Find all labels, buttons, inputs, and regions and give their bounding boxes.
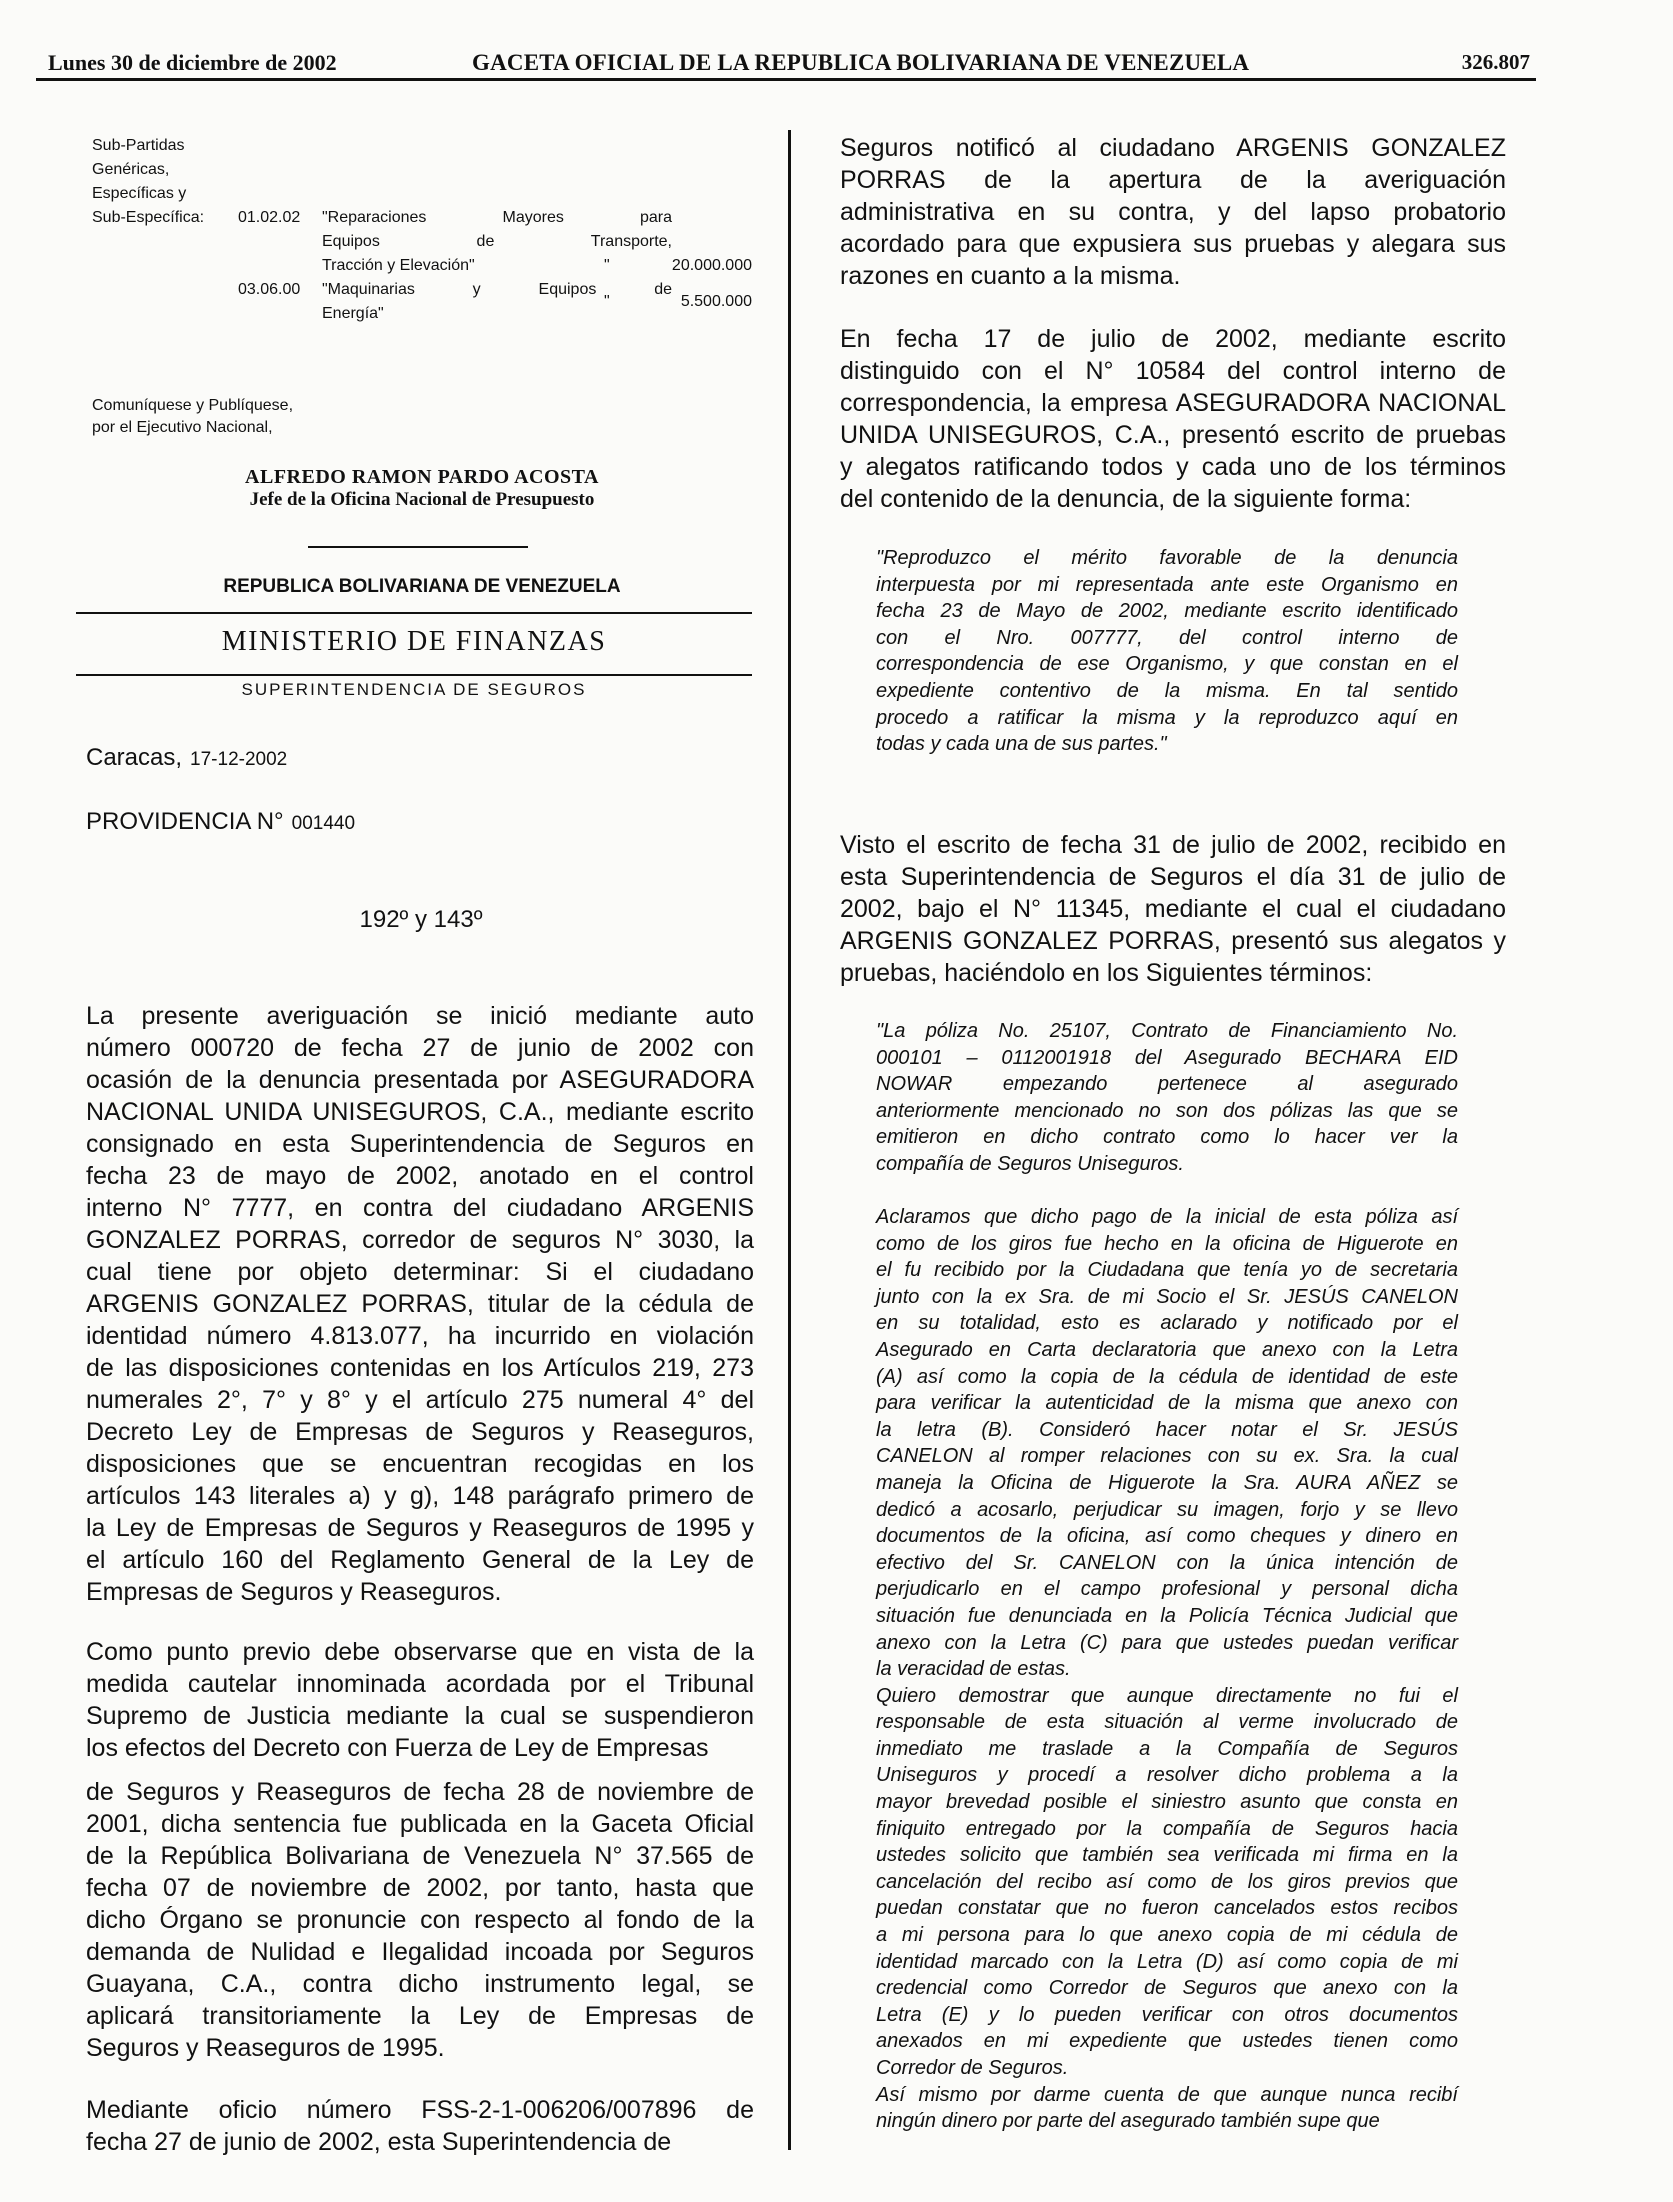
text-line: puedan constatar que no fueron cancelados estos recibos [876,1897,1458,1920]
text-line: fecha 07 de noviembre de 2002, por tanto, hasta que [86,1874,754,1902]
text-line: Aclaramos que dicho pago de la inicial de esta póliza así [876,1206,1458,1228]
heading-rule [76,674,752,676]
text-line: Decreto Ley de Empresas de Seguros y Reaseguros, [86,1418,754,1446]
text-line: maneja la Oficina de Higuerote la Sra. AURA AÑEZ se [876,1471,1458,1494]
budget-desc-line: Energía" [322,305,384,322]
signer-name: ALFREDO RAMON PARDO ACOSTA [245,466,599,488]
text-line: los efectos del Decreto con Fuerza de Ley de Empresas [86,1734,709,1762]
text-line: el artículo 160 del Reglamento General de la Ley de [86,1546,754,1574]
text-line: Mediante oficio número FSS-2-1-006206/007896 de [86,2096,754,2124]
text-line: ningún dinero por parte del asegurado también supe que [876,2110,1380,2133]
text-line: expediente contentivo de la misma. En tal sentido [876,679,1458,702]
superintendencia-heading: SUPERINTENDENCIA DE SEGUROS [241,680,587,699]
text-line: dedicó a acosarlo, perjudicar su imagen, forjo y se llevo [876,1498,1458,1521]
text-line: Letra (E) y lo pueden verificar con otros documentos [876,2003,1458,2026]
text-line: consignado en esta Superintendencia de Seguros en [86,1130,754,1158]
text-line: administrativa en su contra, y del lapso probatorio [840,198,1506,226]
text-line: Supremo de Justicia mediante la cual se suspendieron [86,1702,754,1730]
text-line: Como punto previo debe observarse que en vista de la [86,1638,754,1666]
text-line: Corredor de Seguros. [876,2057,1069,2079]
paragraph [86,2094,754,2158]
budget-label [92,134,232,230]
budget-desc-line: "Reparaciones Mayores para [322,209,672,226]
text-line: el fu recibido por la Ciudadana que tenía yo de secretaria [876,1259,1458,1282]
quoted-text [876,1018,1458,1178]
text-line: emitieron en dicho contrato como lo hacer ver la [876,1126,1458,1149]
text-line: medida cautelar innominada acordada por el Tribunal [86,1670,754,1698]
text-line: cual tiene por objeto determinar: Si el ciudadano [86,1258,754,1286]
text-line: Guayana, C.A., contra dicho instrumento legal, se [86,1970,754,1998]
ditto-mark: " [604,257,610,274]
text-line: dicho Órgano se pronuncie con respecto al fondo de la [86,1906,754,1934]
text-line: de Seguros y Reaseguros de fecha 28 de noviembre de [86,1778,754,1806]
page-number: 326.807 [1461,50,1530,74]
paragraph [86,1776,754,2064]
quoted-text [876,545,1458,758]
paragraph [840,829,1506,989]
text-line: número 000720 de fecha 27 de junio de 2002 con [86,1034,754,1062]
text-line: NOWAR empezando pertenece al asegurado [876,1073,1458,1096]
document-date: 17-12-2002 [190,749,288,770]
paragraph [86,1000,754,1608]
place-date [86,744,287,772]
text-line: "Reproduzco el mérito favorable de la denuncia [876,547,1458,569]
text-line: fecha 27 de junio de 2002, esta Superintendencia de [86,2128,672,2156]
text-line: ARGENIS GONZALEZ PORRAS, presentó sus alegatos y [840,927,1506,955]
text-line: responsable de esta situación al verme involucrado de [876,1711,1458,1734]
text-line: perjudicarlo en el campo profesional y personal dicha [876,1578,1458,1601]
text-line: anteriormente mencionado no son dos pólizas las que se [876,1099,1458,1122]
text-line: ocasión de la denuncia presentada por ASEGURADORA [86,1066,754,1094]
budget-code: 01.02.02 [238,209,301,226]
years-line: 192º y 143º [359,906,483,933]
budget-amount: 20.000.000 [671,257,752,274]
text-line: correspondencia de ese Organismo, y que constan en el [876,653,1458,676]
paragraph [840,323,1506,515]
text-line: identidad número 4.813.077, ha incurrido en violación [86,1322,754,1350]
text-line: disposiciones que se encuentran recogidas en los [86,1450,754,1478]
text-line: interpuesta por mi representada ante este Organismo en [876,573,1458,596]
providencia-label: PROVIDENCIA N° [86,808,284,835]
text-line: en su totalidad, esto es aclarado y notificado por el [876,1312,1458,1335]
ministry-heading: MINISTERIO DE FINANZAS [221,626,607,657]
text-line: todas y cada una de sus partes." [876,733,1167,756]
text-line: (A) así como la copia de la cédula de identidad de este [876,1365,1458,1388]
text-line: del contenido de la denuncia, de la siguiente forma: [840,485,1412,513]
text-line: En fecha 17 de julio de 2002, mediante escrito [840,325,1506,353]
budget-label-line: Sub-Específica: [92,209,205,226]
column-divider [788,130,791,2150]
city-name: Caracas, [86,744,183,771]
text-line: fecha 23 de mayo de 2002, anotado en el control [86,1162,754,1190]
text-line: 2002, bajo el N° 11345, mediante el cual el ciudadano [840,895,1506,923]
text-line: y alegatos ratificando todos y cada uno de los términos [840,453,1506,481]
text-line: Así mismo por darme cuenta de que aunque nunca recibí [876,2083,1458,2106]
text-line: identidad marcado con la Letra (D) así como copia de mi [876,1950,1458,1973]
text-line: razones en cuanto a la misma. [840,262,1181,290]
text-line: de la República Bolivariana de Venezuela N° 37.565 de [86,1842,754,1870]
text-line: ustedes solicito que también sea verificada mi firma en la [876,1844,1458,1867]
closing-line: Comuníquese y Publíquese, [92,397,294,414]
text-line: NACIONAL UNIDA UNISEGUROS, C.A., mediante escrito [86,1098,754,1126]
closing-line: por el Ejecutivo Nacional, [92,419,273,436]
text-line: distinguido con el N° 10584 del control interno de [840,357,1506,385]
signature-block [92,466,752,511]
heading-rule [76,612,752,614]
text-line: documentos de la oficina, así como cheques y dinero en [876,1525,1458,1548]
budget-label-line: Sub-Partidas [92,137,185,154]
budget-table [92,134,752,334]
text-line: acordado para que expusiera sus pruebas y alegara sus [840,230,1506,258]
text-line: anexados en mi expediente que ustedes tienen como [876,2030,1458,2053]
budget-desc-line: "Maquinarias y Equipos de [322,281,672,298]
paragraph [86,1636,754,1764]
text-line: anexo con la Letra (C) para que ustedes puedan verificar [876,1631,1458,1654]
budget-desc-line: Equipos de Transporte, [322,233,672,250]
text-line: con el Nro. 007777, del control interno de [876,626,1458,649]
text-line: La presente averiguación se inició mediante auto [86,1002,754,1030]
text-line: a mi persona para lo que anexo copia de mi cédula de [876,1924,1458,1947]
text-line: ARGENIS GONZALEZ PORRAS, titular de la cédula de [86,1290,754,1318]
text-line: la letra (B). Consideró hacer notar el Sr. JESÚS [876,1418,1458,1441]
text-line: pruebas, haciéndolo en los Siguientes términos: [840,959,1373,987]
text-line: 2001, dicha sentencia fue publicada en la Gaceta Oficial [86,1810,754,1838]
text-line: de las disposiciones contenidas en los Artículos 219, 273 [86,1354,754,1382]
text-line: Uniseguros y procedí a resolver dicho problema a la [876,1764,1458,1787]
signer-role: Jefe de la Oficina Nacional de Presupuesto [249,489,595,510]
text-line: procedo a ratificar la misma y la reproduzco aquí en [876,706,1458,729]
republic-heading: REPUBLICA BOLIVARIANA DE VENEZUELA [223,576,621,597]
separator-line [308,546,528,548]
text-line: junto con la ex Sra. de mi Socio el Sr. JESÚS CANELON [876,1285,1458,1308]
text-line: inmediato me traslade a la Compañía de Seguros [876,1737,1458,1760]
text-line: demanda de Nulidad e Ilegalidad incoada por Seguros [86,1938,754,1966]
text-line: Visto el escrito de fecha 31 de julio de 2002, recibido en [840,831,1506,859]
budget-code: 03.06.00 [238,281,301,298]
paragraph [840,132,1506,292]
text-line: CANELON al romper relaciones con su ex. Sra. la cual [876,1445,1458,1468]
text-line: compañía de Seguros Uniseguros. [876,1152,1184,1175]
closing-formula [92,395,293,439]
gazette-title: GACETA OFICIAL DE LA REPUBLICA BOLIVARIANA DE VENEZUELA [472,50,1250,75]
text-line: Seguros y Reaseguros de 1995. [86,2034,445,2062]
budget-label-line: Genéricas, [92,161,170,178]
text-line: "La póliza No. 25107, Contrato de Financiamiento No. [876,1020,1458,1042]
text-line: efectivo del Sr. CANELON con la única intención de [876,1551,1458,1574]
text-line: esta Superintendencia de Seguros el día 31 de julio de [840,863,1506,891]
providencia-line [86,808,355,836]
providencia-number: 001440 [291,813,356,834]
text-line: artículos 143 literales a) y g), 148 parágrafo primero de [86,1482,754,1510]
text-line: Quiero demostrar que aunque directamente no fui el [876,1684,1458,1707]
budget-amount: 5.500.000 [680,293,752,310]
ditto-mark: " [604,293,610,310]
text-line: mayor brevedad posible el siniestro asunto que consta en [876,1791,1458,1814]
text-line: GONZALEZ PORRAS, corredor de seguros N° 3030, la [86,1226,754,1254]
text-line: 000101 – 0112001918 del Asegurado BECHARA EID [876,1046,1458,1069]
text-line: PORRAS de la apertura de la averiguación [840,166,1506,194]
text-line: aplicará transitoriamente la Ley de Empresas de [86,2002,754,2030]
text-line: como de los giros fue hecho en la oficina de Higuerote en [876,1232,1458,1255]
text-line: cancelación del recibo así como de los giros previos que [876,1870,1458,1893]
text-line: correspondencia, la empresa ASEGURADORA NACIONAL [840,389,1506,417]
page-header [36,50,1536,81]
quoted-text [876,1204,1458,2135]
text-line: credencial como Corredor de Seguros que anexo con la [876,1977,1458,2000]
text-line: Empresas de Seguros y Reaseguros. [86,1578,502,1606]
text-line: Asegurado en Carta declaratoria que anexo con la Letra [876,1338,1458,1361]
text-line: numerales 2°, 7° y 8° y el artículo 275 numeral 4° del [86,1386,754,1414]
text-line: UNIDA UNISEGUROS, C.A., presentó escrito de pruebas [840,421,1506,449]
budget-desc-line: Tracción y Elevación" [322,257,475,274]
text-line: la Ley de Empresas de Seguros y Reaseguros de 1995 y [86,1514,754,1542]
text-line: situación fue denunciada en la Policía Técnica Judicial que [876,1604,1458,1627]
text-line: Seguros notificó al ciudadano ARGENIS GONZALEZ [840,134,1506,162]
text-line: fecha 23 de Mayo de 2002, mediante escrito identificado [876,600,1458,623]
text-line: para verificar la autenticidad de la misma que anexo con [876,1392,1458,1415]
text-line: interno N° 7777, en contra del ciudadano ARGENIS [86,1194,754,1222]
text-line: la veracidad de estas. [876,1658,1071,1681]
budget-label-line: Específicas y [92,185,187,202]
header-date: Lunes 30 de diciembre de 2002 [48,50,337,75]
text-line: finiquito entregado por la compañía de Seguros hacia [876,1817,1458,1840]
